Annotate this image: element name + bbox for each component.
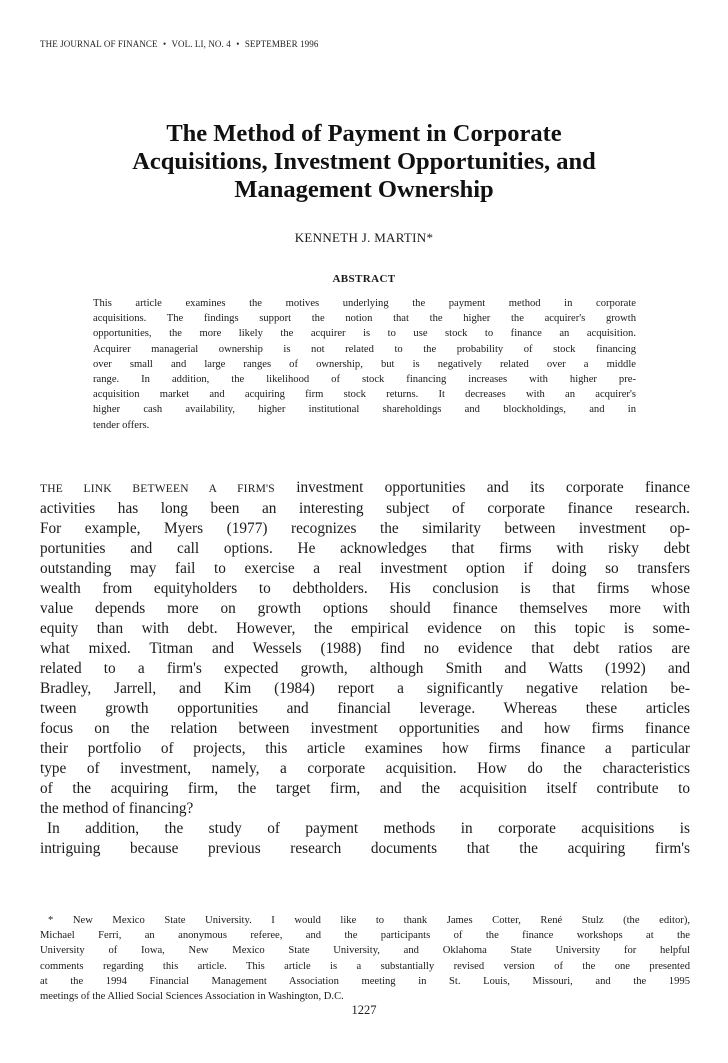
footnote-line: comments regarding this article. This article is a substantially revised version of the one presented: [40, 960, 690, 972]
footnote-line: at the 1994 Financial Management Association meeting in St. Louis, Missouri, and the 1995: [40, 975, 690, 987]
title-line: Management Ownership: [234, 176, 494, 203]
abstract-line: range. In addition, the likelihood of stock financing increases with higher pre-: [93, 374, 636, 386]
body-line: what mixed. Titman and Wessels (1988) find no evidence that debt ratios are: [40, 640, 690, 657]
page-number: 1227: [351, 1003, 377, 1017]
body-line: tween growth opportunities and financial leverage. Whereas these articles: [40, 700, 690, 717]
footnote-line: Michael Ferri, an anonymous referee, and the participants of the finance workshops at the: [40, 930, 690, 942]
article-title: [40, 120, 688, 204]
body-line: the method of financing?: [40, 800, 194, 817]
body-line-rest: investment opportunities and its corporate finance: [274, 479, 690, 496]
footnote-line: meetings of the Allied Social Sciences Association in Washington, D.C.: [40, 991, 344, 1003]
abstract-heading: ABSTRACT: [332, 273, 396, 285]
footnote-line: University of Iowa, New Mexico State University, and Oklahoma State University for helpful: [40, 945, 690, 957]
body-line: equity than with debt. However, the empirical evidence on this topic is some-: [40, 620, 690, 637]
abstract-text: [93, 296, 636, 433]
body-line: portunities and call options. He acknowledges that firms with risky debt: [40, 540, 690, 557]
body-line: Bradley, Jarrell, and Kim (1984) report a significantly negative relation be-: [40, 680, 690, 697]
separator-dot: •: [162, 39, 167, 49]
author-name: KENNETH J. MARTIN*: [294, 230, 434, 245]
volume-issue: VOL. LI, NO. 4: [171, 39, 231, 49]
body-line: related to a firm's expected growth, although Smith and Watts (1992) and: [40, 660, 690, 677]
abstract-line: acquisition market and acquiring firm stock returns. It decreases with an acquirer's: [93, 389, 636, 401]
body-text: [40, 478, 690, 859]
abstract-line: tender offers.: [93, 419, 150, 431]
journal-name: THE JOURNAL OF FINANCE: [40, 39, 158, 49]
body-line: [40, 478, 690, 499]
abstract-line: Acquirer managerial ownership is not related to the probability of stock financing: [93, 343, 636, 355]
abstract-line: This article examines the motives underlying the payment method in corporate: [93, 298, 636, 309]
body-line: activities has long been an interesting subject of corporate finance research.: [40, 500, 690, 517]
running-head: [40, 39, 318, 49]
body-line: focus on the relation between investment opportunities and how firms finance: [40, 720, 690, 737]
abstract-line: opportunities, the more likely the acquirer is to use stock to finance an acquisition.: [93, 328, 636, 340]
body-line: outstanding may fail to exercise a real investment option if doing so transfers: [40, 560, 690, 577]
body-line: their portfolio of projects, this article examines how firms finance a particular: [40, 740, 690, 757]
abstract-line: acquisitions. The findings support the notion that the higher the acquirer's growth: [93, 313, 636, 325]
body-line: intriguing because previous research documents that the acquiring firm's: [40, 840, 690, 857]
body-line: of the acquiring firm, the target firm, and the acquisition itself contribute to: [40, 780, 690, 797]
footnote-line: * New Mexico State University. I would like to thank James Cotter, René Stulz (the editor),: [48, 915, 690, 926]
separator-dot: •: [236, 39, 240, 49]
body-line: value depends more on growth options should finance themselves more with: [40, 600, 690, 617]
issue-date: SEPTEMBER 1996: [244, 39, 319, 49]
body-line: wealth from equityholders to debtholders. His conclusion is that firms whose: [40, 580, 690, 597]
author-footnote: [40, 913, 690, 1004]
title-line: The Method of Payment in Corporate: [166, 120, 562, 147]
body-line: In addition, the study of payment methods in corporate acquisitions is: [47, 820, 690, 837]
abstract-line: higher cash availability, higher institutional shareholdings and blockholdings, and in: [93, 404, 636, 416]
lead-in-smallcaps: THE LINK BETWEEN A FIRM'S: [40, 483, 275, 495]
abstract-line: over small and large ranges of ownership, but is negatively related over a middle: [93, 358, 636, 370]
body-line: For example, Myers (1977) recognizes the similarity between investment op-: [40, 520, 690, 537]
body-line: type of investment, namely, a corporate acquisition. How do the characteristics: [40, 760, 690, 777]
title-line: Acquisitions, Investment Opportunities, and: [132, 148, 596, 175]
